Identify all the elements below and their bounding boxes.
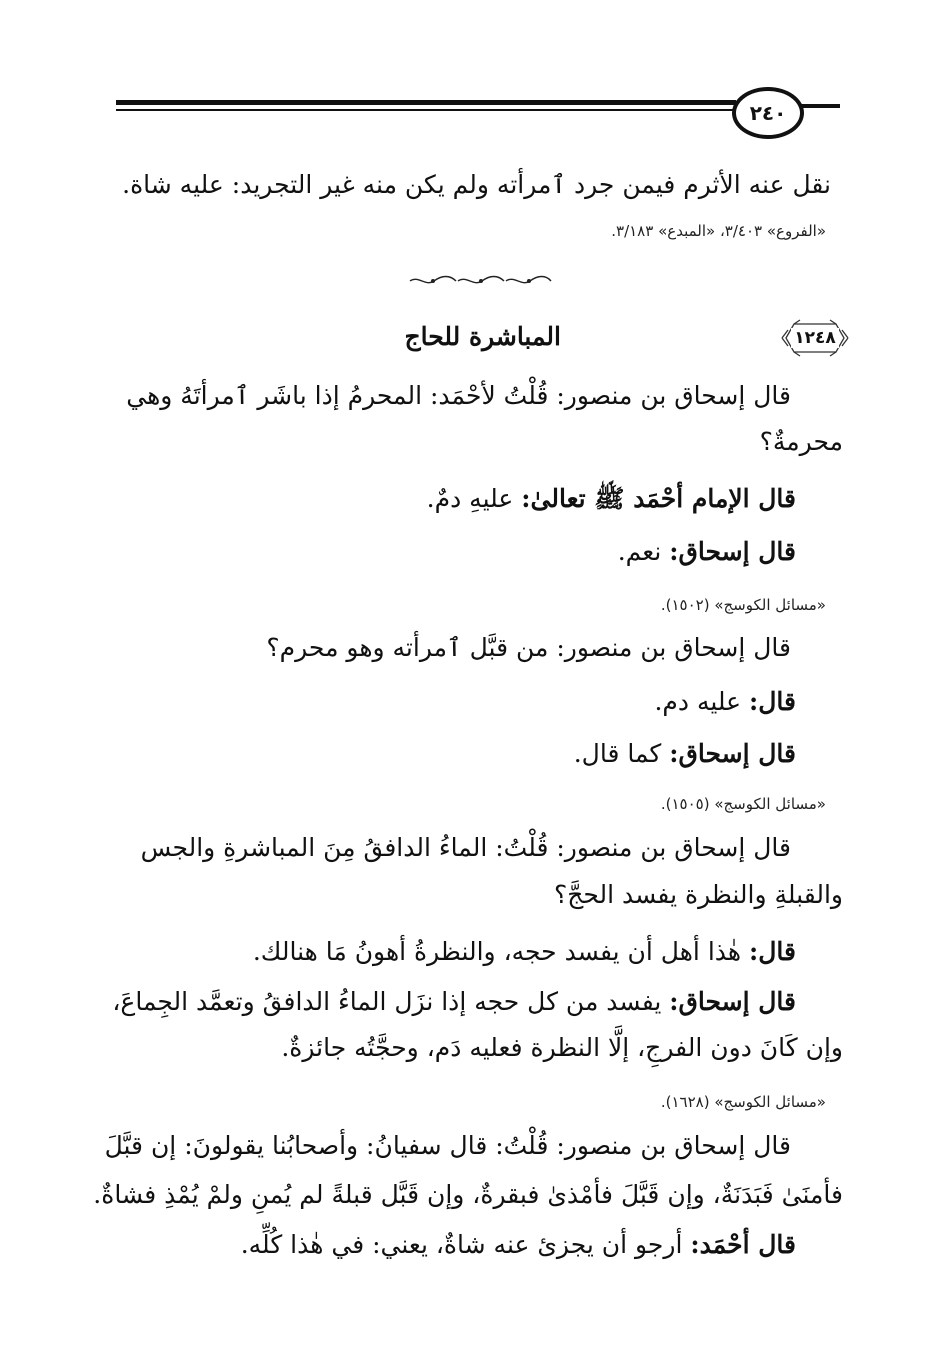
answer-2-speaker: قال: [749,687,796,716]
p4-line2: فأمنَىٰ فَبَدَنَةٌ، وإن قَبَّلَ فأمْذىٰ فبقرةٌ، وإن قَبَّل قبلةً لم يُمنِ ولمْ يُمْذِ فشاةٌ. [93,1180,843,1209]
page-number [732,87,804,139]
source-1: «مسائل الكوسج» (١٥٠٢). [660,596,826,614]
answer-3 [253,937,796,967]
answer-4-speaker: قال أحْمَد: [690,1230,796,1259]
header-rule-top [116,100,736,105]
page-number-text: ٢٤٠ [749,101,787,125]
header-rule-right [800,104,840,108]
answer-2-text: عليه دم. [654,687,750,716]
reply-3-line2: وإن كَانَ دون الفرجِ، إلَّا النظرة فعليه دَم، وحجَّتُه جائزةٌ. [281,1033,843,1062]
p1-line2: محرمةٌ؟ [759,427,843,456]
reply-2-speaker: قال إسحاق: [669,739,796,768]
p2: قال إسحاق بن منصور: من قبَّل ٱمرأته وهو محرم؟ [266,633,791,662]
answer-4 [241,1230,796,1260]
reply-1-speaker: قال إسحاق: [669,537,796,566]
reply-3-text-1: يفسد من كل حجه إذا نزَل الماءُ الدافقُ وتعمَّد الجِماعَ، [112,987,670,1016]
answer-3-text: هٰذا أهل أن يفسد حجه، والنظرةُ أهونُ مَا هنالك. [252,937,750,966]
reply-2 [574,739,796,769]
answer-4-text: أرجو أن يجزئ عنه شاةٌ، يعني: في هٰذا كُلِّه. [240,1230,691,1259]
answer-3-speaker: قال: [749,937,796,966]
p1-line1: قال إسحاق بن منصور: قُلْتُ لأحْمَد: المحرمُ إذا باشَر ٱمرأتَهُ وهي [126,381,791,410]
p3-line2: والقبلةِ والنظرة يفسد الحجَّ؟ [553,880,843,909]
answer-2 [654,687,796,717]
reply-3-speaker: قال إسحاق: [669,987,796,1016]
answer-1-speaker: قال الإمام أحْمَد ﷺ تعالىٰ: [521,484,796,513]
section-number: ١٢٤٨ [791,328,839,348]
intro-source: «الفروع» ٣/٤٠٣، «المبدع» ٣/١٨٣. [611,222,826,240]
source-2: «مسائل الكوسج» (١٥٠٥). [660,795,826,813]
p3-line1: قال إسحاق بن منصور: قُلْتُ: الماءُ الدافقُ مِنَ المباشرةِ والجس [140,833,791,862]
intro-line: نقل عنه الأثرم فيمن جرد ٱمرأته ولم يكن منه غير التجريد: عليه شاة. [122,170,831,199]
reply-1 [618,537,796,567]
source-3: «مسائل الكوسج» (١٦٢٨). [660,1093,826,1111]
reply-3-line1 [112,987,796,1017]
reply-1-text: نعم. [617,537,670,566]
p4-line1: قال إسحاق بن منصور: قُلْتُ: قال سفيانُ: وأصحابُنا يقولونَ: إن قبَّلَ [104,1131,791,1160]
ornament-divider [408,274,553,288]
section-title: المباشرة للحاج [404,322,561,351]
header-rule-bottom [116,109,736,111]
answer-1-text: عليهِ دمٌ. [426,484,522,513]
answer-1 [427,484,796,514]
section-number-badge [780,318,850,358]
reply-2-text: كما قال. [573,739,670,768]
